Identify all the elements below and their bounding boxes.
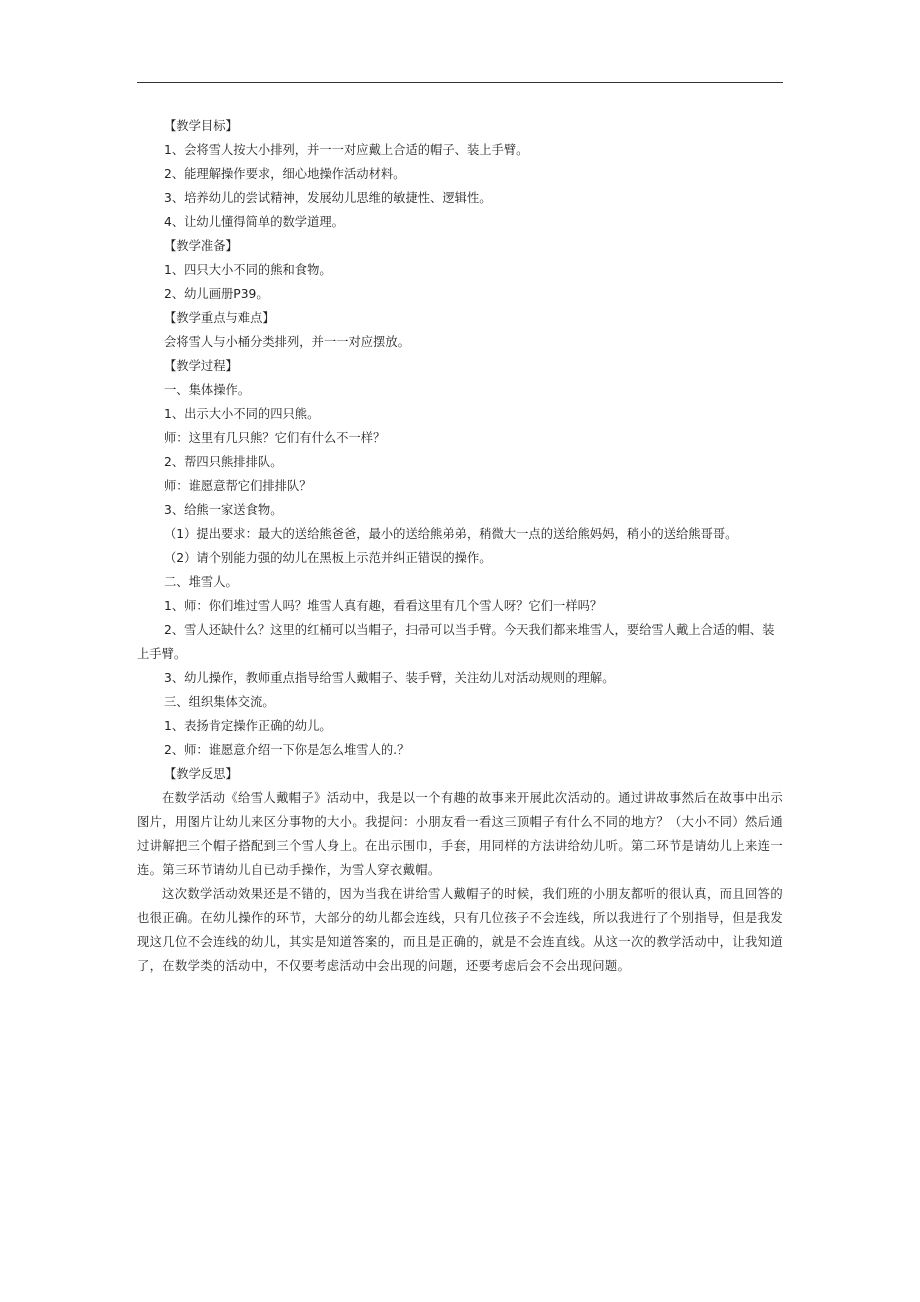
header-rule (137, 82, 783, 83)
objective-item: 3、培养幼儿的尝试精神，发展幼儿思维的敏捷性、逻辑性。 (164, 191, 492, 205)
process-item: 1、师：你们堆过雪人吗？堆雪人真有趣，看看这里有几个雪人呀？它们一样吗？ (164, 599, 603, 613)
process-item: 3、给熊一家送食物。 (164, 503, 283, 517)
process-item: 2、帮四只熊排排队。 (164, 455, 283, 469)
process-item: （1）提出要求：最大的送给熊爸爸，最小的送给熊弟弟，稍微大一点的送给熊妈妈，稍小的送给熊哥哥。 (164, 527, 738, 541)
process-step-heading: 二、堆雪人。 (164, 575, 238, 589)
process-item: 1、表扬肯定操作正确的幼儿。 (164, 719, 332, 733)
section-heading-process: 【教学过程】 (164, 359, 238, 373)
section-heading-key-points: 【教学重点与难点】 (164, 311, 275, 325)
key-points-text: 会将雪人与小桶分类排列，并一一对应摆放。 (164, 335, 410, 349)
objective-item: 4、让幼儿懂得简单的数学道理。 (164, 215, 344, 229)
section-heading-reflection: 【教学反思】 (164, 767, 238, 781)
preparation-item: 2、幼儿画册P39。 (164, 287, 269, 301)
process-item: 2、师：谁愿意介绍一下你是怎么堆雪人的.？ (164, 743, 410, 757)
objective-item: 2、能理解操作要求，细心地操作活动材料。 (164, 167, 406, 181)
process-item: 师：谁愿意帮它们排排队？ (164, 479, 312, 493)
process-item: 1、出示大小不同的四只熊。 (164, 407, 320, 421)
reflection-paragraph: 这次数学活动效果还是不错的，因为当我在讲给雪人戴帽子的时候，我们班的小朋友都听的很认真，而且回答的也很正确。在幼儿操作的环节，大部分的幼儿都会连线，只有几位孩子不会连线，所以我进行了个别指导，但是我发现这几位不会连线的幼儿，其实是知道答案的，而且是正确的，就是不会连直线。从这一次的教学活动中，让我知道了，在数学类的活动中，不仅要考虑活动中会出现的问题，还要考虑后会不会出现问题。 (137, 887, 783, 973)
process-item-continuation: 上手臂。 (137, 647, 187, 661)
process-item: 3、幼儿操作，教师重点指导给雪人戴帽子、装手臂，关注幼儿对活动规则的理解。 (164, 671, 615, 685)
process-step-heading: 三、组织集体交流。 (164, 695, 275, 709)
process-item: 2、雪人还缺什么？这里的红桶可以当帽子，扫帚可以当手臂。今天我们都来堆雪人，要给雪人戴上合适的帽、装 (164, 623, 775, 637)
preparation-item: 1、四只大小不同的熊和食物。 (164, 263, 332, 277)
document-body (137, 114, 783, 978)
process-step-heading: 一、集体操作。 (164, 383, 251, 397)
objective-item: 1、会将雪人按大小排列，并一一对应戴上合适的帽子、装上手臂。 (164, 143, 529, 157)
process-item: 师：这里有几只熊？它们有什么不一样？ (164, 431, 386, 445)
section-heading-objectives: 【教学目标】 (164, 119, 238, 133)
section-heading-preparation: 【教学准备】 (164, 239, 238, 253)
process-item: （2）请个别能力强的幼儿在黑板上示范并纠正错误的操作。 (164, 551, 492, 565)
reflection-paragraph: 在数学活动《给雪人戴帽子》活动中，我是以一个有趣的故事来开展此次活动的。通过讲故事然后在故事中出示图片，用图片让幼儿来区分事物的大小。我提问：小朋友看一看这三顶帽子有什么不同的地方？（大小不同）然后通过讲解把三个帽子搭配到三个雪人身上。在出示围巾，手套，用同样的方法讲给幼儿听。第二环节是请幼儿上来连一连。第三环节请幼儿自已动手操作，为雪人穿衣戴帽。 (137, 791, 783, 877)
